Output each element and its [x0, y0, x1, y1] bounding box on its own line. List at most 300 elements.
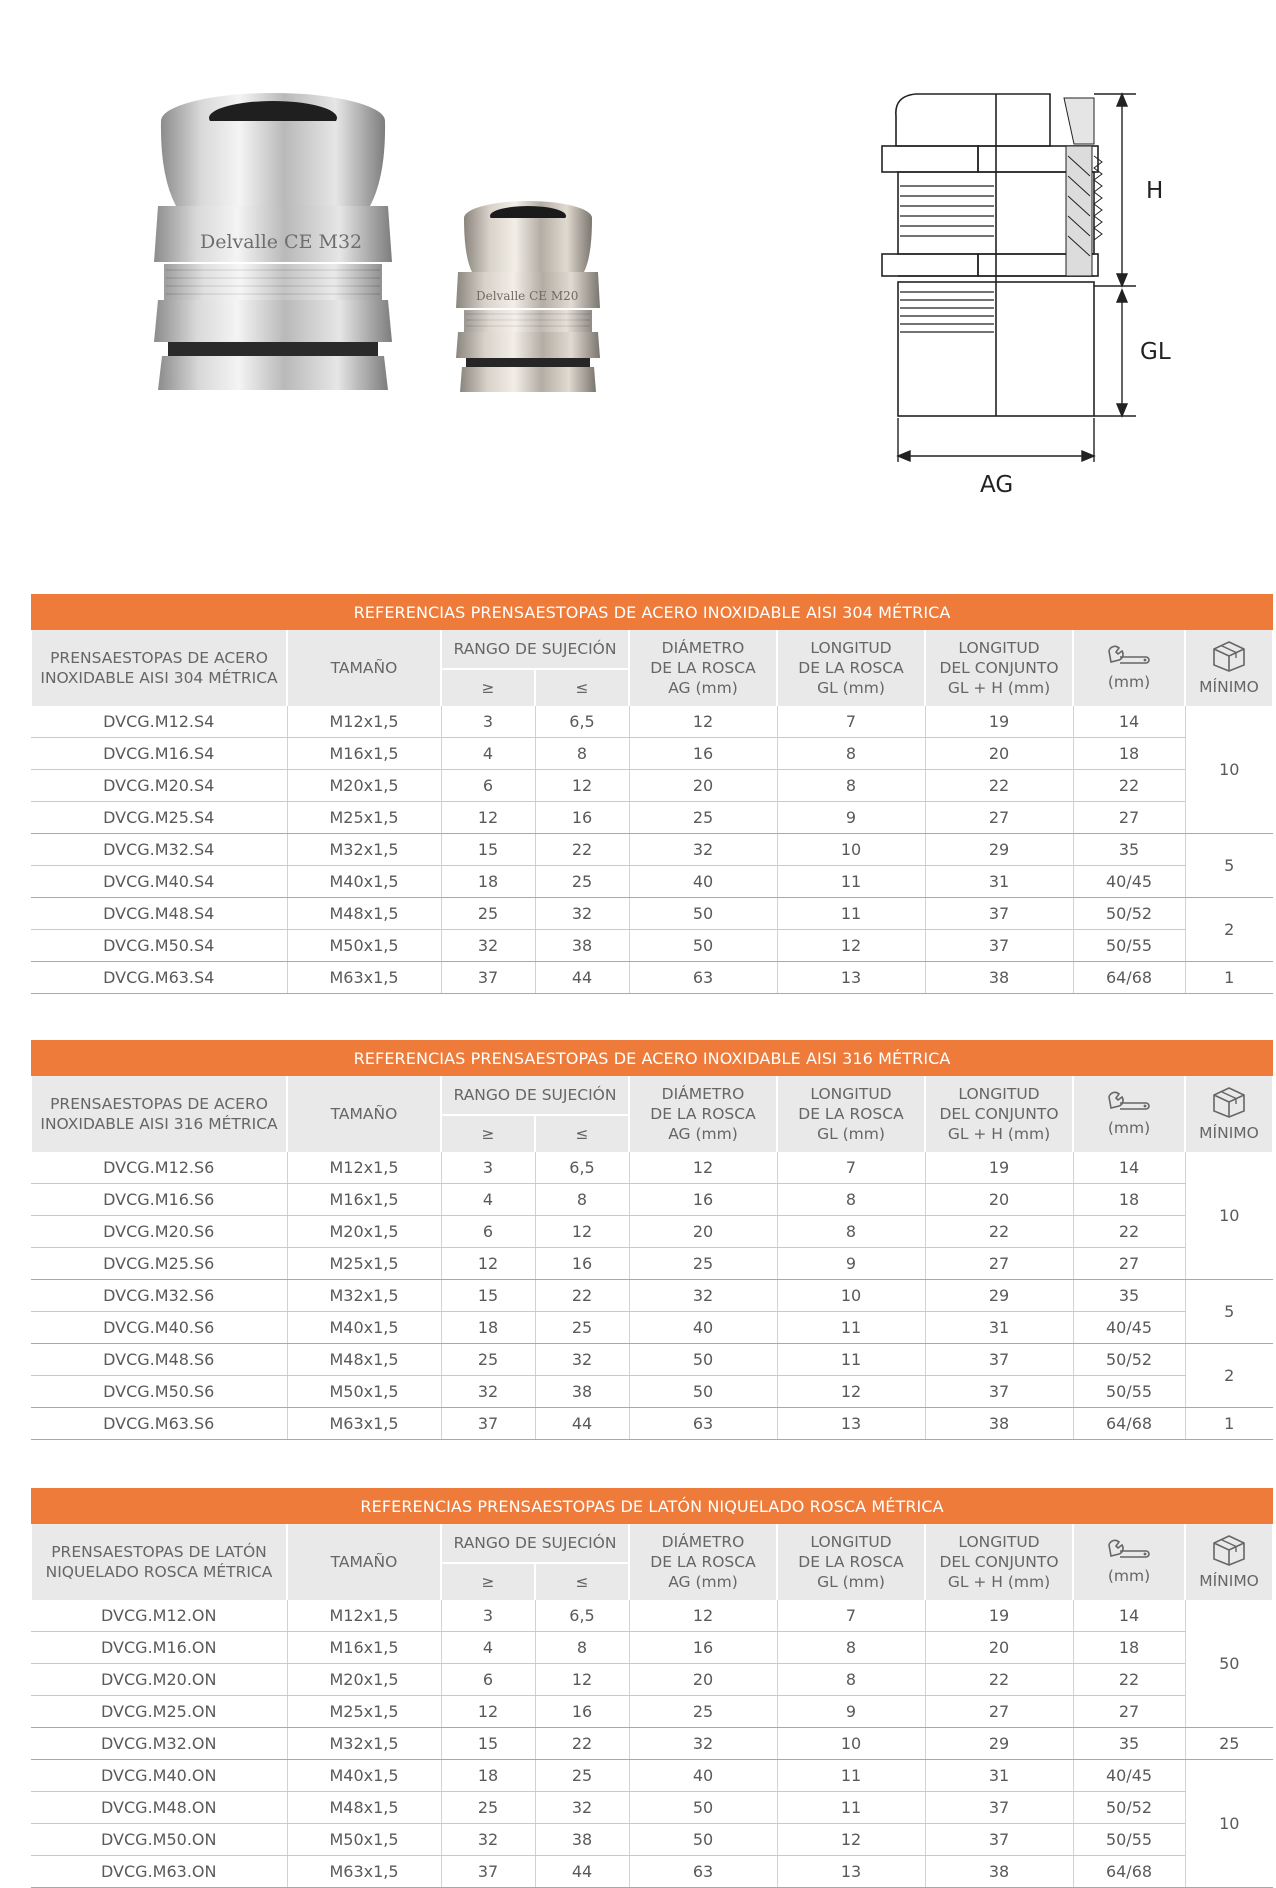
table-row: [31, 962, 1273, 994]
header-line: PRENSAESTOPAS DE ACERO: [50, 649, 268, 667]
header-thread-diameter: [629, 630, 777, 706]
table-cell: 18: [441, 1760, 535, 1792]
table-row: [31, 1408, 1273, 1440]
table-row: [31, 738, 1273, 770]
table-cell: 10: [777, 1728, 925, 1760]
header-line: AG (mm): [668, 1125, 738, 1143]
table-cell: 27: [925, 1696, 1073, 1728]
table-cell: 25: [629, 1696, 777, 1728]
table-cell: 8: [777, 1632, 925, 1664]
table-cell: 8: [777, 770, 925, 802]
minimum-qty: 5: [1185, 1280, 1273, 1344]
table-cell: 16: [535, 1248, 629, 1280]
table-cell: 32: [629, 1728, 777, 1760]
table-cell: 25: [441, 1792, 535, 1824]
table-cell: 40: [629, 1760, 777, 1792]
minimum-qty: 10: [1185, 706, 1273, 834]
table-row: [31, 1344, 1273, 1376]
table-cell: 40/45: [1073, 1760, 1185, 1792]
table-cell: M25x1,5: [287, 802, 441, 834]
table-cell: 25: [629, 802, 777, 834]
header-thread-length: [777, 630, 925, 706]
header-product: [31, 1076, 287, 1152]
table-cell: 8: [777, 1184, 925, 1216]
header-line: GL + H (mm): [947, 1125, 1051, 1143]
header-line: DEL CONJUNTO: [939, 1105, 1059, 1123]
table-cell: 29: [925, 1280, 1073, 1312]
header-line: DE LA ROSCA: [798, 1105, 904, 1123]
dim-label-ag: AG: [980, 472, 1014, 498]
table-cell: 16: [629, 1632, 777, 1664]
table-cell: 63: [629, 1856, 777, 1888]
small-gland: [456, 201, 600, 392]
table-cell: 20: [629, 770, 777, 802]
table-cell: 50: [629, 1792, 777, 1824]
table-cell: 11: [777, 1312, 925, 1344]
table-cell: 32: [441, 930, 535, 962]
header-wrench: [1073, 1076, 1185, 1152]
header-thread-diameter: [629, 1076, 777, 1152]
header-line: PRENSAESTOPAS DE LATÓN: [51, 1543, 267, 1561]
table-cell: 27: [1073, 1248, 1185, 1280]
table-cell: 19: [925, 1600, 1073, 1632]
header-thread-diameter: [629, 1524, 777, 1600]
table-cell: 25: [535, 1760, 629, 1792]
header-lte: ≤: [535, 1115, 629, 1152]
table-cell: DVCG.M25.S4: [31, 802, 287, 834]
table-cell: 12: [777, 1376, 925, 1408]
table-cell: 25: [629, 1248, 777, 1280]
product-photo: [88, 86, 668, 476]
minimum-qty: 10: [1185, 1152, 1273, 1280]
table-cell: 19: [925, 1152, 1073, 1184]
technical-drawing: [868, 86, 1228, 516]
table-cell: 6,5: [535, 1600, 629, 1632]
table-cell: DVCG.M63.S6: [31, 1408, 287, 1440]
table-cell: 4: [441, 1184, 535, 1216]
table-cell: M32x1,5: [287, 1728, 441, 1760]
header-line: PRENSAESTOPAS DE ACERO: [50, 1095, 268, 1113]
table-cell: 12: [535, 1664, 629, 1696]
table-cell: DVCG.M48.S6: [31, 1344, 287, 1376]
minimum-qty: 1: [1185, 1408, 1273, 1440]
table-cell: 27: [1073, 802, 1185, 834]
table-cell: DVCG.M40.S6: [31, 1312, 287, 1344]
table-cell: 19: [925, 706, 1073, 738]
header-line: LONGITUD: [810, 1533, 892, 1551]
header-line: DIÁMETRO: [661, 1085, 745, 1103]
table-cell: 14: [1073, 1600, 1185, 1632]
header-lte: ≤: [535, 669, 629, 706]
table-cell: M40x1,5: [287, 866, 441, 898]
table-cell: M20x1,5: [287, 770, 441, 802]
table-row: [31, 1632, 1273, 1664]
minimum-qty: 50: [1185, 1600, 1273, 1728]
table-cell: 14: [1073, 706, 1185, 738]
table-row: [31, 1728, 1273, 1760]
table-cell: 50: [629, 1344, 777, 1376]
header-clamp-range: RANGO DE SUJECIÓN: [441, 1524, 629, 1563]
header-line: GL (mm): [817, 679, 885, 697]
minimum-qty: 10: [1185, 1760, 1273, 1888]
table-cell: 32: [629, 834, 777, 866]
table-cell: 37: [925, 1824, 1073, 1856]
table-cell: M48x1,5: [287, 1792, 441, 1824]
table-cell: 9: [777, 802, 925, 834]
header-lte: ≤: [535, 1563, 629, 1600]
table-row: [31, 898, 1273, 930]
minimum-label: MÍNIMO: [1199, 1572, 1259, 1590]
header-line: DEL CONJUNTO: [939, 1553, 1059, 1571]
header-line: DE LA ROSCA: [650, 659, 756, 677]
table-cell: 32: [535, 1792, 629, 1824]
wrench-unit: (mm): [1107, 673, 1151, 691]
table-cell: 22: [1073, 770, 1185, 802]
table-cell: 50/55: [1073, 1824, 1185, 1856]
table-cell: 50/52: [1073, 898, 1185, 930]
table-cell: 32: [535, 1344, 629, 1376]
table-cell: DVCG.M48.S4: [31, 898, 287, 930]
header-line: LONGITUD: [958, 1533, 1040, 1551]
table-cell: 27: [925, 1248, 1073, 1280]
table-cell: DVCG.M12.ON: [31, 1600, 287, 1632]
header-minimum: [1185, 1076, 1273, 1152]
large-gland: [154, 93, 392, 390]
table-cell: M12x1,5: [287, 1152, 441, 1184]
table-cell: DVCG.M50.S4: [31, 930, 287, 962]
table-cell: 12: [629, 1600, 777, 1632]
table-row: [31, 1856, 1273, 1888]
table-cell: 44: [535, 1408, 629, 1440]
table-cell: DVCG.M20.S4: [31, 770, 287, 802]
table-cell: 50: [629, 930, 777, 962]
header-product: [31, 630, 287, 706]
dim-label-h: H: [1146, 178, 1164, 204]
table-cell: 64/68: [1073, 1408, 1185, 1440]
table-cell: 38: [535, 1376, 629, 1408]
table-cell: 22: [925, 1216, 1073, 1248]
table-row: [31, 834, 1273, 866]
table-cell: DVCG.M25.S6: [31, 1248, 287, 1280]
table-cell: 15: [441, 834, 535, 866]
table-cell: 10: [777, 834, 925, 866]
table-cell: 22: [535, 1280, 629, 1312]
table-cell: 37: [441, 1856, 535, 1888]
table-cell: M32x1,5: [287, 834, 441, 866]
table-cell: 3: [441, 1600, 535, 1632]
table-cell: 64/68: [1073, 962, 1185, 994]
table-cell: 50: [629, 1824, 777, 1856]
table-cell: 11: [777, 1792, 925, 1824]
table-cell: 22: [535, 1728, 629, 1760]
header-line: DIÁMETRO: [661, 1533, 745, 1551]
table-cell: 50: [629, 1376, 777, 1408]
table-cell: 3: [441, 706, 535, 738]
table-cell: 10: [777, 1280, 925, 1312]
table-cell: 31: [925, 1312, 1073, 1344]
table-cell: DVCG.M12.S4: [31, 706, 287, 738]
table-cell: DVCG.M63.ON: [31, 1856, 287, 1888]
minimum-qty: 2: [1185, 898, 1273, 962]
table-row: [31, 1792, 1273, 1824]
table-cell: DVCG.M48.ON: [31, 1792, 287, 1824]
table-cell: M63x1,5: [287, 962, 441, 994]
header-minimum: [1185, 1524, 1273, 1600]
table-row: [31, 1312, 1273, 1344]
header-line: DEL CONJUNTO: [939, 659, 1059, 677]
header-product: [31, 1524, 287, 1600]
table-title: REFERENCIAS PRENSAESTOPAS DE ACERO INOXIDABLE AISI 304 MÉTRICA: [31, 594, 1273, 630]
table-cell: 8: [777, 738, 925, 770]
spec-table-2: [30, 1488, 1274, 1888]
header-line: LONGITUD: [958, 639, 1040, 657]
table-cell: 16: [629, 1184, 777, 1216]
table-cell: 32: [629, 1280, 777, 1312]
table-cell: 8: [777, 1216, 925, 1248]
table-cell: 13: [777, 1408, 925, 1440]
table-cell: 15: [441, 1280, 535, 1312]
wrench-unit: (mm): [1107, 1119, 1151, 1137]
table-cell: 20: [925, 1184, 1073, 1216]
table-cell: 13: [777, 1856, 925, 1888]
header-wrench: [1073, 630, 1185, 706]
table-title: REFERENCIAS PRENSAESTOPAS DE ACERO INOXIDABLE AISI 316 MÉTRICA: [31, 1040, 1273, 1076]
table-cell: M63x1,5: [287, 1408, 441, 1440]
table-cell: 16: [535, 1696, 629, 1728]
header-assembly-length: [925, 1524, 1073, 1600]
table-cell: 12: [441, 1696, 535, 1728]
table-cell: 32: [441, 1376, 535, 1408]
table-cell: 7: [777, 1152, 925, 1184]
header-line: NIQUELADO ROSCA MÉTRICA: [45, 1563, 273, 1581]
table-cell: M32x1,5: [287, 1280, 441, 1312]
table-cell: 40: [629, 1312, 777, 1344]
header-thread-length: [777, 1524, 925, 1600]
table-cell: 8: [777, 1664, 925, 1696]
table-row: [31, 1696, 1273, 1728]
table-row: [31, 1760, 1273, 1792]
table-cell: 4: [441, 1632, 535, 1664]
table-cell: 12: [535, 1216, 629, 1248]
table-cell: 12: [629, 1152, 777, 1184]
table-cell: M16x1,5: [287, 1632, 441, 1664]
table-cell: M48x1,5: [287, 1344, 441, 1376]
table-cell: 31: [925, 1760, 1073, 1792]
table-cell: 20: [629, 1664, 777, 1696]
table-cell: 22: [1073, 1664, 1185, 1696]
table-cell: M25x1,5: [287, 1248, 441, 1280]
table-cell: 38: [925, 1408, 1073, 1440]
header-line: LONGITUD: [810, 639, 892, 657]
table-cell: 44: [535, 962, 629, 994]
table-row: [31, 1184, 1273, 1216]
table-cell: 25: [535, 1312, 629, 1344]
dim-label-gl: GL: [1140, 339, 1171, 365]
spec-table-0: [30, 594, 1274, 994]
table-cell: 38: [535, 930, 629, 962]
wrench-icon: [1106, 644, 1152, 668]
table-cell: 29: [925, 1728, 1073, 1760]
table-cell: DVCG.M20.ON: [31, 1664, 287, 1696]
table-cell: 18: [441, 1312, 535, 1344]
table-cell: 18: [441, 866, 535, 898]
header-assembly-length: [925, 1076, 1073, 1152]
table-cell: 40/45: [1073, 866, 1185, 898]
table-cell: 12: [777, 1824, 925, 1856]
table-title: REFERENCIAS PRENSAESTOPAS DE LATÓN NIQUELADO ROSCA MÉTRICA: [31, 1488, 1273, 1524]
table-cell: 38: [925, 962, 1073, 994]
table-cell: DVCG.M40.S4: [31, 866, 287, 898]
header-clamp-range: RANGO DE SUJECIÓN: [441, 630, 629, 669]
table-cell: M63x1,5: [287, 1856, 441, 1888]
table-cell: DVCG.M20.S6: [31, 1216, 287, 1248]
table-row: [31, 866, 1273, 898]
table-cell: 15: [441, 1728, 535, 1760]
header-assembly-length: [925, 630, 1073, 706]
header-line: AG (mm): [668, 679, 738, 697]
header-line: AG (mm): [668, 1573, 738, 1591]
table-cell: 63: [629, 962, 777, 994]
table-cell: 12: [777, 930, 925, 962]
table-cell: 63: [629, 1408, 777, 1440]
table-cell: 29: [925, 834, 1073, 866]
table-cell: 40/45: [1073, 1312, 1185, 1344]
table-cell: M40x1,5: [287, 1312, 441, 1344]
table-row: [31, 706, 1273, 738]
wrench-icon: [1106, 1538, 1152, 1562]
table-row: [31, 930, 1273, 962]
large-gland-mark: Delvalle CE M32: [200, 231, 363, 253]
table-row: [31, 770, 1273, 802]
table-cell: M48x1,5: [287, 898, 441, 930]
table-cell: 38: [925, 1856, 1073, 1888]
table-row: [31, 1280, 1273, 1312]
table-cell: 12: [629, 706, 777, 738]
table-cell: 6,5: [535, 706, 629, 738]
table-cell: 13: [777, 962, 925, 994]
table-row: [31, 1600, 1273, 1632]
table-cell: M50x1,5: [287, 1824, 441, 1856]
header-line: INOXIDABLE AISI 316 MÉTRICA: [40, 1115, 278, 1133]
table-cell: M12x1,5: [287, 1600, 441, 1632]
table-cell: 11: [777, 866, 925, 898]
header-line: GL (mm): [817, 1125, 885, 1143]
minimum-label: MÍNIMO: [1199, 1124, 1259, 1142]
header-thread-length: [777, 1076, 925, 1152]
table-cell: 22: [535, 834, 629, 866]
table-row: [31, 1824, 1273, 1856]
wrench-unit: (mm): [1107, 1567, 1151, 1585]
spec-table-1: [30, 1040, 1274, 1440]
table-cell: DVCG.M32.S4: [31, 834, 287, 866]
box-icon: [1209, 639, 1249, 673]
table-cell: 20: [629, 1216, 777, 1248]
header-gte: ≥: [441, 669, 535, 706]
table-row: [31, 1376, 1273, 1408]
table-cell: DVCG.M25.ON: [31, 1696, 287, 1728]
header-line: GL + H (mm): [947, 1573, 1051, 1591]
table-cell: M50x1,5: [287, 1376, 441, 1408]
table-cell: 38: [535, 1824, 629, 1856]
table-cell: M20x1,5: [287, 1216, 441, 1248]
table-row: [31, 1216, 1273, 1248]
table-cell: 37: [441, 1408, 535, 1440]
header-clamp-range: RANGO DE SUJECIÓN: [441, 1076, 629, 1115]
table-row: [31, 802, 1273, 834]
header-size: TAMAÑO: [287, 1524, 441, 1600]
header-gte: ≥: [441, 1115, 535, 1152]
table-cell: 50/52: [1073, 1344, 1185, 1376]
table-cell: 27: [1073, 1696, 1185, 1728]
table-cell: 37: [925, 930, 1073, 962]
table-cell: 7: [777, 1600, 925, 1632]
header-size: TAMAÑO: [287, 630, 441, 706]
table-cell: 37: [925, 1344, 1073, 1376]
table-cell: M25x1,5: [287, 1696, 441, 1728]
table-cell: 35: [1073, 1728, 1185, 1760]
table-cell: DVCG.M12.S6: [31, 1152, 287, 1184]
minimum-label: MÍNIMO: [1199, 678, 1259, 696]
table-cell: 44: [535, 1856, 629, 1888]
table-cell: 20: [925, 1632, 1073, 1664]
table-cell: 14: [1073, 1152, 1185, 1184]
table-cell: 50: [629, 898, 777, 930]
table-cell: 37: [441, 962, 535, 994]
table-cell: 6: [441, 1664, 535, 1696]
table-cell: DVCG.M32.S6: [31, 1280, 287, 1312]
table-cell: 32: [535, 898, 629, 930]
table-cell: 20: [925, 738, 1073, 770]
table-cell: DVCG.M16.ON: [31, 1632, 287, 1664]
table-cell: 35: [1073, 1280, 1185, 1312]
table-cell: M12x1,5: [287, 706, 441, 738]
table-cell: 11: [777, 1344, 925, 1376]
table-cell: 37: [925, 898, 1073, 930]
table-cell: 9: [777, 1248, 925, 1280]
table-cell: M20x1,5: [287, 1664, 441, 1696]
header-line: DIÁMETRO: [661, 639, 745, 657]
table-cell: 35: [1073, 834, 1185, 866]
table-row: [31, 1248, 1273, 1280]
header-line: GL + H (mm): [947, 679, 1051, 697]
table-cell: 32: [441, 1824, 535, 1856]
header-wrench: [1073, 1524, 1185, 1600]
minimum-qty: 5: [1185, 834, 1273, 898]
box-icon: [1209, 1085, 1249, 1119]
table-cell: DVCG.M16.S4: [31, 738, 287, 770]
table-cell: 6,5: [535, 1152, 629, 1184]
table-cell: 12: [441, 1248, 535, 1280]
table-cell: 50/55: [1073, 1376, 1185, 1408]
table-cell: DVCG.M63.S4: [31, 962, 287, 994]
table-cell: 9: [777, 1696, 925, 1728]
minimum-qty: 2: [1185, 1344, 1273, 1408]
header-minimum: [1185, 630, 1273, 706]
table-cell: DVCG.M16.S6: [31, 1184, 287, 1216]
table-row: [31, 1152, 1273, 1184]
table-cell: 40: [629, 866, 777, 898]
minimum-qty: 1: [1185, 962, 1273, 994]
box-icon: [1209, 1533, 1249, 1567]
table-cell: DVCG.M32.ON: [31, 1728, 287, 1760]
table-cell: 12: [535, 770, 629, 802]
table-cell: 22: [1073, 1216, 1185, 1248]
table-cell: 11: [777, 1760, 925, 1792]
table-cell: 11: [777, 898, 925, 930]
table-cell: 22: [925, 770, 1073, 802]
table-cell: 4: [441, 738, 535, 770]
header-line: DE LA ROSCA: [798, 659, 904, 677]
